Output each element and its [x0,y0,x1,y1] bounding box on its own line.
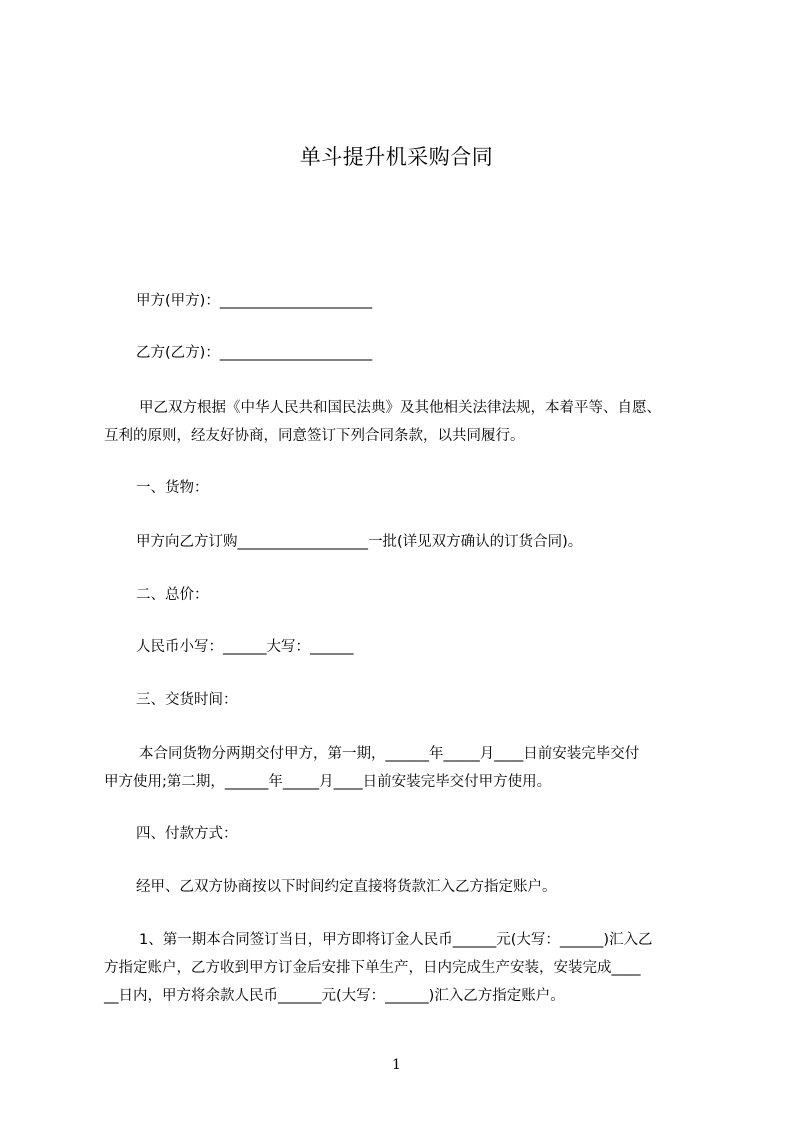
section-goods-body: 甲方向乙方订购__________________一批(详见双方确认的订货合同)。 [136,534,583,550]
payment-item-1-line-2: 方指定账户，乙方收到甲方订金后安排下单生产，日内完成生产安装，安装完成____ [104,960,641,976]
page-number: 1 [392,1057,401,1073]
payment-item-1-line-3: __日内，甲方将余款人民币______元(大写：______)汇入乙方指定账户。 [104,988,565,1004]
section-price-heading: 二、总价： [136,587,209,603]
section-delivery-heading: 三、交货时间： [136,692,238,708]
section-delivery-line-2: 甲方使用;第二期，______年_____月____日前安装完毕交付甲方使用。 [104,774,552,790]
party-b-line: 乙方(乙方)：_____________________ [136,345,373,361]
section-delivery-line-1: 本合同货物分两期交付甲方，第一期，______年_____月____日前安装完毕交付 [139,746,640,762]
preamble-line-1: 甲乙双方根据《中华人民共和国民法典》及其他相关法律法规，本着平等、自愿、 [139,400,661,416]
payment-item-1-line-1: 1、第一期本合同签订当日，甲方即将订金人民币______元(大写：______)汇入乙 [139,932,653,948]
party-a-line: 甲方(甲方)：_____________________ [136,293,373,309]
section-goods-heading: 一、货物： [136,480,209,496]
section-payment-intro: 经甲、乙双方协商按以下时间约定直接将货款汇入乙方指定账户。 [136,879,557,895]
section-payment-heading: 四、付款方式： [136,826,238,842]
section-price-body: 人民币小写：______大写：______ [136,639,354,655]
preamble-line-2: 互利的原则，经友好协商，同意签订下列合同条款，以共同履行。 [104,428,525,444]
document-title: 单斗提升机采购合同 [299,145,494,169]
